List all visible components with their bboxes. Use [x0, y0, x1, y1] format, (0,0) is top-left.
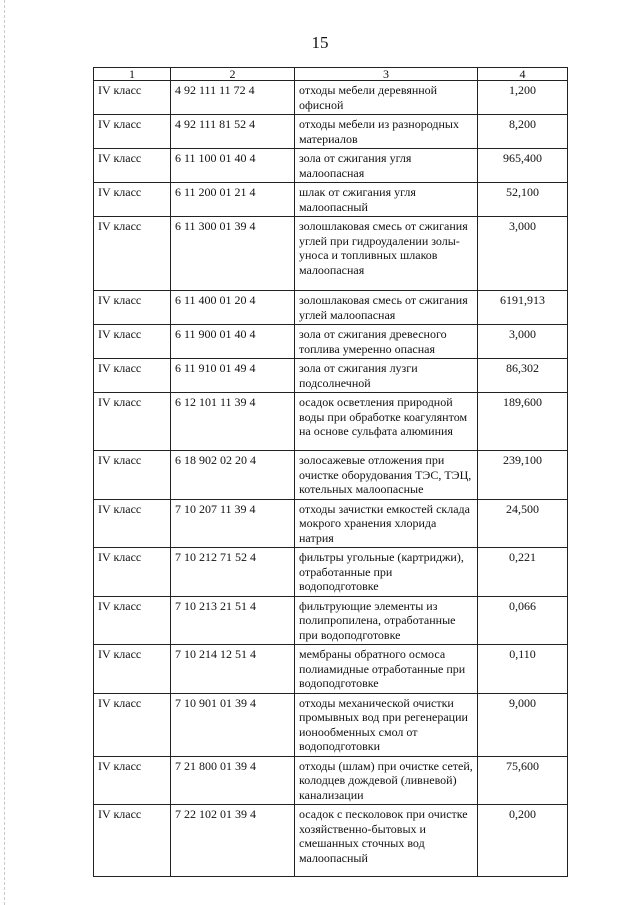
amount-cell: 0,066 — [478, 596, 568, 645]
waste-name-cell: осадок осветления природной воды при обработке коагулянтом на основе сульфата алюминия — [295, 393, 478, 451]
amount-cell: 189,600 — [478, 393, 568, 451]
waste-name-cell: отходы мебели деревянной офисной — [295, 81, 478, 115]
table-row — [94, 81, 568, 115]
hazard-class-cell: IV класс — [94, 645, 171, 694]
table-row — [94, 756, 568, 805]
amount-cell: 6191,913 — [478, 291, 568, 325]
hazard-class-cell: IV класс — [94, 217, 171, 291]
table-header-row — [94, 68, 568, 81]
amount-cell: 0,221 — [478, 548, 568, 597]
amount-cell: 24,500 — [478, 499, 568, 548]
waste-code-cell: 7 10 213 21 51 4 — [171, 596, 295, 645]
table-row — [94, 805, 568, 877]
hazard-class-cell: IV класс — [94, 499, 171, 548]
waste-code-cell: 6 11 300 01 39 4 — [171, 217, 295, 291]
amount-cell: 0,200 — [478, 805, 568, 877]
waste-code-cell: 6 12 101 11 39 4 — [171, 393, 295, 451]
table-row — [94, 359, 568, 393]
amount-cell: 239,100 — [478, 451, 568, 500]
hazard-class-cell: IV класс — [94, 393, 171, 451]
table-row — [94, 451, 568, 500]
waste-name-cell: зола от сжигания угля малоопасная — [295, 149, 478, 183]
table-row — [94, 183, 568, 217]
waste-name-cell: отходы (шлам) при очистке сетей, колодцев дождевой (ливневой) канализации — [295, 756, 478, 805]
table-row — [94, 217, 568, 291]
waste-code-cell: 7 21 800 01 39 4 — [171, 756, 295, 805]
waste-table — [93, 67, 568, 877]
hazard-class-cell: IV класс — [94, 115, 171, 149]
waste-name-cell: осадок с песколовок при очистке хозяйственно-бытовых и смешанных сточных вод малоопасный — [295, 805, 478, 877]
amount-cell: 75,600 — [478, 756, 568, 805]
waste-code-cell: 6 11 100 01 40 4 — [171, 149, 295, 183]
page-number: 15 — [311, 33, 329, 52]
amount-cell: 9,000 — [478, 693, 568, 756]
amount-cell: 1,200 — [478, 81, 568, 115]
amount-cell: 8,200 — [478, 115, 568, 149]
waste-name-cell: мембраны обратного осмоса полиамидные отработанные при водоподготовке — [295, 645, 478, 694]
table-row — [94, 499, 568, 548]
column-header-1: 1 — [94, 68, 171, 81]
scan-edge-line — [4, 0, 5, 905]
hazard-class-cell: IV класс — [94, 451, 171, 500]
hazard-class-cell: IV класс — [94, 548, 171, 597]
table-row — [94, 115, 568, 149]
waste-code-cell: 4 92 111 11 72 4 — [171, 81, 295, 115]
hazard-class-cell: IV класс — [94, 149, 171, 183]
waste-name-cell: фильтрующие элементы из полипропилена, отработанные при водоподготовке — [295, 596, 478, 645]
waste-code-cell: 7 10 901 01 39 4 — [171, 693, 295, 756]
waste-code-cell: 6 11 200 01 21 4 — [171, 183, 295, 217]
column-header-2: 2 — [171, 68, 295, 81]
hazard-class-cell: IV класс — [94, 291, 171, 325]
table-row — [94, 393, 568, 451]
table-row — [94, 325, 568, 359]
waste-code-cell: 7 10 212 71 52 4 — [171, 548, 295, 597]
hazard-class-cell: IV класс — [94, 325, 171, 359]
amount-cell: 3,000 — [478, 325, 568, 359]
amount-cell: 52,100 — [478, 183, 568, 217]
hazard-class-cell: IV класс — [94, 596, 171, 645]
waste-name-cell: отходы механической очистки промывных вод при регенерации ионообменных смол от водоподготовки — [295, 693, 478, 756]
amount-cell: 0,110 — [478, 645, 568, 694]
table-row — [94, 596, 568, 645]
waste-code-cell: 7 22 102 01 39 4 — [171, 805, 295, 877]
waste-code-cell: 7 10 214 12 51 4 — [171, 645, 295, 694]
waste-name-cell: шлак от сжигания угля малоопасный — [295, 183, 478, 217]
column-header-4: 4 — [478, 68, 568, 81]
waste-code-cell: 6 11 400 01 20 4 — [171, 291, 295, 325]
table-row — [94, 645, 568, 694]
table-row — [94, 149, 568, 183]
amount-cell: 86,302 — [478, 359, 568, 393]
waste-code-cell: 7 10 207 11 39 4 — [171, 499, 295, 548]
table-row — [94, 291, 568, 325]
waste-name-cell: фильтры угольные (картриджи), отработанные при водоподготовке — [295, 548, 478, 597]
waste-code-cell: 6 18 902 02 20 4 — [171, 451, 295, 500]
waste-code-cell: 6 11 900 01 40 4 — [171, 325, 295, 359]
amount-cell: 965,400 — [478, 149, 568, 183]
table-row — [94, 548, 568, 597]
hazard-class-cell: IV класс — [94, 359, 171, 393]
waste-name-cell: золосажевые отложения при очистке оборудования ТЭС, ТЭЦ, котельных малоопасные — [295, 451, 478, 500]
hazard-class-cell: IV класс — [94, 81, 171, 115]
hazard-class-cell: IV класс — [94, 756, 171, 805]
waste-code-cell: 4 92 111 81 52 4 — [171, 115, 295, 149]
waste-name-cell: золошлаковая смесь от сжигания углей при гидроудалении золы-уноса и топливных шлаков малоопасная — [295, 217, 478, 291]
waste-name-cell: отходы мебели из разнородных материалов — [295, 115, 478, 149]
waste-name-cell: золошлаковая смесь от сжигания углей малоопасная — [295, 291, 478, 325]
hazard-class-cell: IV класс — [94, 805, 171, 877]
hazard-class-cell: IV класс — [94, 183, 171, 217]
waste-name-cell: зола от сжигания лузги подсолнечной — [295, 359, 478, 393]
waste-code-cell: 6 11 910 01 49 4 — [171, 359, 295, 393]
column-header-3: 3 — [295, 68, 478, 81]
waste-name-cell: отходы зачистки емкостей склада мокрого хранения хлорида натрия — [295, 499, 478, 548]
amount-cell: 3,000 — [478, 217, 568, 291]
table-body — [94, 81, 568, 877]
table-row — [94, 693, 568, 756]
hazard-class-cell: IV класс — [94, 693, 171, 756]
waste-name-cell: зола от сжигания древесного топлива умеренно опасная — [295, 325, 478, 359]
